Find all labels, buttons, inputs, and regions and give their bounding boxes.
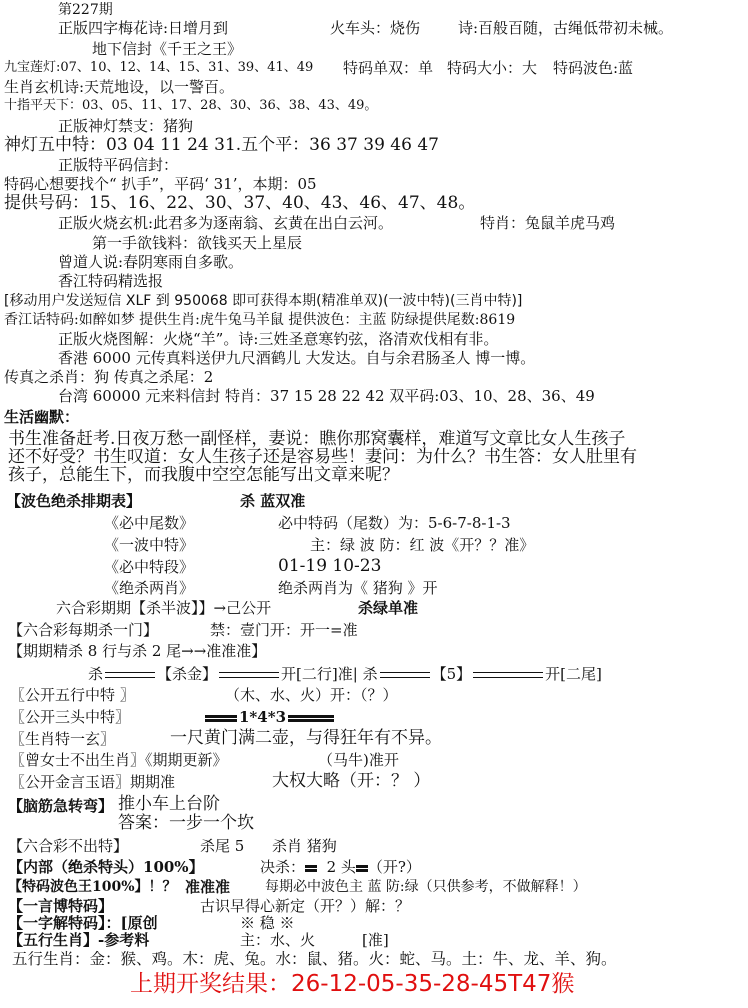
inner-kill: 决杀： 2 头 （开?） (260, 858, 421, 876)
row-kill-label: 《绝杀两肖》 (104, 579, 195, 597)
inner-label: 【内部（绝杀特头）100%】 (8, 858, 204, 876)
ten-fingers: 十指平天下：03、05、11、17、28、30、36、38、43、49。 (4, 98, 378, 113)
envelope-title: 正版特平码信封： (58, 156, 179, 174)
special-zodiac: 特肖：兔鼠羊虎马鸡 (480, 214, 616, 232)
wave-color: 特码波色:蓝 (553, 59, 634, 77)
row-wave-label: 《一波中特》 (104, 536, 195, 554)
divider (219, 672, 279, 678)
provided-numbers: 提供号码：15、16、22、30、37、40、43、46、47、48。 (4, 193, 476, 213)
kill-green: 杀绿单准 (358, 599, 419, 617)
zeng-label: 〖曾女士不出生肖〗《期期更新》 (10, 751, 228, 769)
wave-schedule-title: 【波色绝杀排期表】 (6, 492, 142, 510)
three-head-label: 〖公开三头中特〗 (10, 708, 131, 726)
joke-line-1: 书生准备赶考.日夜万愁一副怪样，妻说：瞧你那窝囊样，难道写文章比女人生孩子 (8, 429, 626, 449)
color-king-label: 【特码波色王100%】！？ (8, 879, 177, 895)
kill-eight: 【期期精杀 8 行与杀 2 尾→→准准准】 (8, 642, 267, 660)
hk-talk: 香江话特码:如醉如梦 提供生肖:虎牛兔马羊鼠 提供波色：主蓝 防绿提供尾数:8619 (4, 312, 516, 328)
kill-a: 杀 (88, 665, 104, 683)
brain-question: 推小车上台阶 (118, 794, 220, 814)
hk-fax: 香港 6000 元传真料送伊九尺酒鹤儿 大发达。自与余君肠圣人 博一博。 (58, 349, 536, 367)
zeng-value: （马牛)准开 (318, 751, 399, 769)
color-king-value: 每期必中波色主 蓝 防:绿（只供参考，不做解释！） (265, 879, 587, 895)
row-wave-value: 主：绿 波 防：红 波《开？？准》 (310, 536, 535, 554)
golden-value: 大权大略（开：？ ） (272, 771, 431, 791)
five-zodiac-main: 主：水、火 (240, 931, 316, 949)
color-king-sure: 准准准 (185, 878, 231, 896)
wave-kill: 杀 蓝双准 (240, 492, 306, 510)
divider (473, 672, 543, 678)
last-result: 上期开奖结果：26-12-05-35-28-45T47猴 (130, 971, 575, 997)
kill-five: 【5】 (431, 665, 472, 683)
half-wave: 六合彩期期【杀半波】】→己公开 (56, 599, 272, 617)
fax-kill: 传真之杀肖：狗 传真之杀尾：2 (4, 368, 214, 386)
kill-row (88, 664, 602, 684)
mystery-label: 〖生肖特一玄〗 (10, 730, 116, 748)
issue-number: 第227期 (58, 2, 113, 18)
mark (205, 715, 237, 722)
sms-notice: [移动用户发送短信 XLF 到 950068 即可获得本期(精准单双)(一波中特)(三肖中特)] (4, 293, 523, 309)
zodiac-poem: 生肖玄机诗:天荒地设，以一警百。 (4, 78, 235, 96)
divider (105, 672, 155, 678)
fire-diagram: 正版火烧图解：火烧“羊”。诗:三姓圣意寒钓弦，洛清欢伐相有非。 (58, 330, 499, 348)
lamp-five: 神灯五中特：03 04 11 24 31.五个平：36 37 39 46 47 (4, 135, 439, 155)
underground-envelope: 地下信封《千王之王》 (92, 40, 243, 58)
kill-open-tail: 开[二尾] (545, 665, 602, 683)
brain-label: 【脑筋急转弯】 (8, 797, 114, 815)
poem-line: 诗:百般百随，古绳低带初未械。 (458, 19, 674, 37)
hk-report: 香江特码精选报 (58, 272, 164, 290)
five-element-label: 〖公开五行中特 〗 (10, 686, 135, 704)
odd-even: 特码单双：单 (343, 59, 434, 77)
mystery-value: 一尺黄门满二壶，与得狂年有不异。 (170, 728, 442, 748)
one-char-value: ※ 稳 ※ (240, 914, 295, 932)
divider (380, 672, 430, 678)
no-special-label: 【六合彩不出特】 (8, 837, 129, 855)
plum-poem: 正版四字梅花诗:日增月到 (58, 19, 229, 37)
five-zodiac-label: 【五行生肖】-参考料 (8, 931, 150, 949)
three-head-value: 1*4*3 (203, 707, 336, 727)
mark (305, 865, 317, 872)
mark (288, 715, 334, 722)
kill-tail-5: 杀尾 5 (200, 837, 245, 855)
humor-title: 生活幽默： (4, 408, 80, 426)
wuxing-list: 五行生肖：金：猴、鸡。木：虎、兔。水：鼠、猪。火：蛇、马。土：牛、龙、羊、狗。 (12, 950, 617, 968)
joke-line-2: 还不好受？书生叹道：女人生孩子还是容易些！妻问：为什么？书生答：女人肚里有 (8, 447, 637, 467)
kill-open-line: 开[二行]准| (281, 665, 358, 683)
kill-door-value: 禁：壹门开：开一=准 (210, 621, 358, 639)
one-word-label: 【一言博特码】 (8, 897, 114, 915)
row-segment-value: 01-19 10-23 (278, 556, 382, 576)
one-word-value: 古识早得心新定（开？）解：？ (200, 897, 411, 915)
money-material: 第一手欲钱料：欲钱买天上星辰 (92, 234, 303, 252)
kill-pig-dog: 杀肖 猪狗 (272, 837, 337, 855)
taiwan-envelope: 台湾 60000 元来料信封 特肖：37 15 28 22 42 双平码:03、10、28、36、49 (58, 387, 595, 405)
kill-d: 杀 (362, 665, 378, 683)
one-char-label: 【一字解特码】：[原创 (8, 914, 158, 932)
mark (356, 865, 368, 872)
special-thought: 特码心想要找个“ 扒手”，平码‘ 31’，本期：05 (4, 175, 317, 193)
five-element-value: （木、水、火）开：（？） (225, 686, 398, 704)
five-zodiac-sure: [准] (362, 931, 389, 949)
kill-metal: 【杀金】 (157, 665, 218, 683)
train-head: 火车头：烧伤 (330, 19, 421, 37)
fire-mystery: 正版火烧玄机:此君多为逐南翁、玄黄在出白云河。 (58, 214, 394, 232)
row-kill-value: 绝杀两肖为《 猪狗 》开 (278, 579, 438, 597)
kill-door-label: 【六合彩每期杀一门】 (8, 621, 159, 639)
joke-line-3: 孩子，总能生下，而我腹中空空怎能写出文章来呢？ (8, 465, 399, 485)
row-segment-label: 《必中特段》 (104, 558, 195, 576)
row-tail-value: 必中特码（尾数）为：5-6-7-8-1-3 (278, 514, 511, 532)
lamp-ban: 正版神灯禁支：猪狗 (58, 117, 194, 135)
nine-lotus: 九宝莲灯:07、10、12、14、15、31、39、41、49 (4, 60, 314, 75)
big-small: 特码大小：大 (447, 59, 538, 77)
zeng-says: 曾道人说:春阴寒雨自多歌。 (58, 253, 244, 271)
brain-answer: 答案：一步一个坎 (118, 813, 254, 833)
row-tail-label: 《必中尾数》 (104, 514, 195, 532)
golden-label: 〖公开金言玉语〗期期准 (10, 773, 176, 791)
